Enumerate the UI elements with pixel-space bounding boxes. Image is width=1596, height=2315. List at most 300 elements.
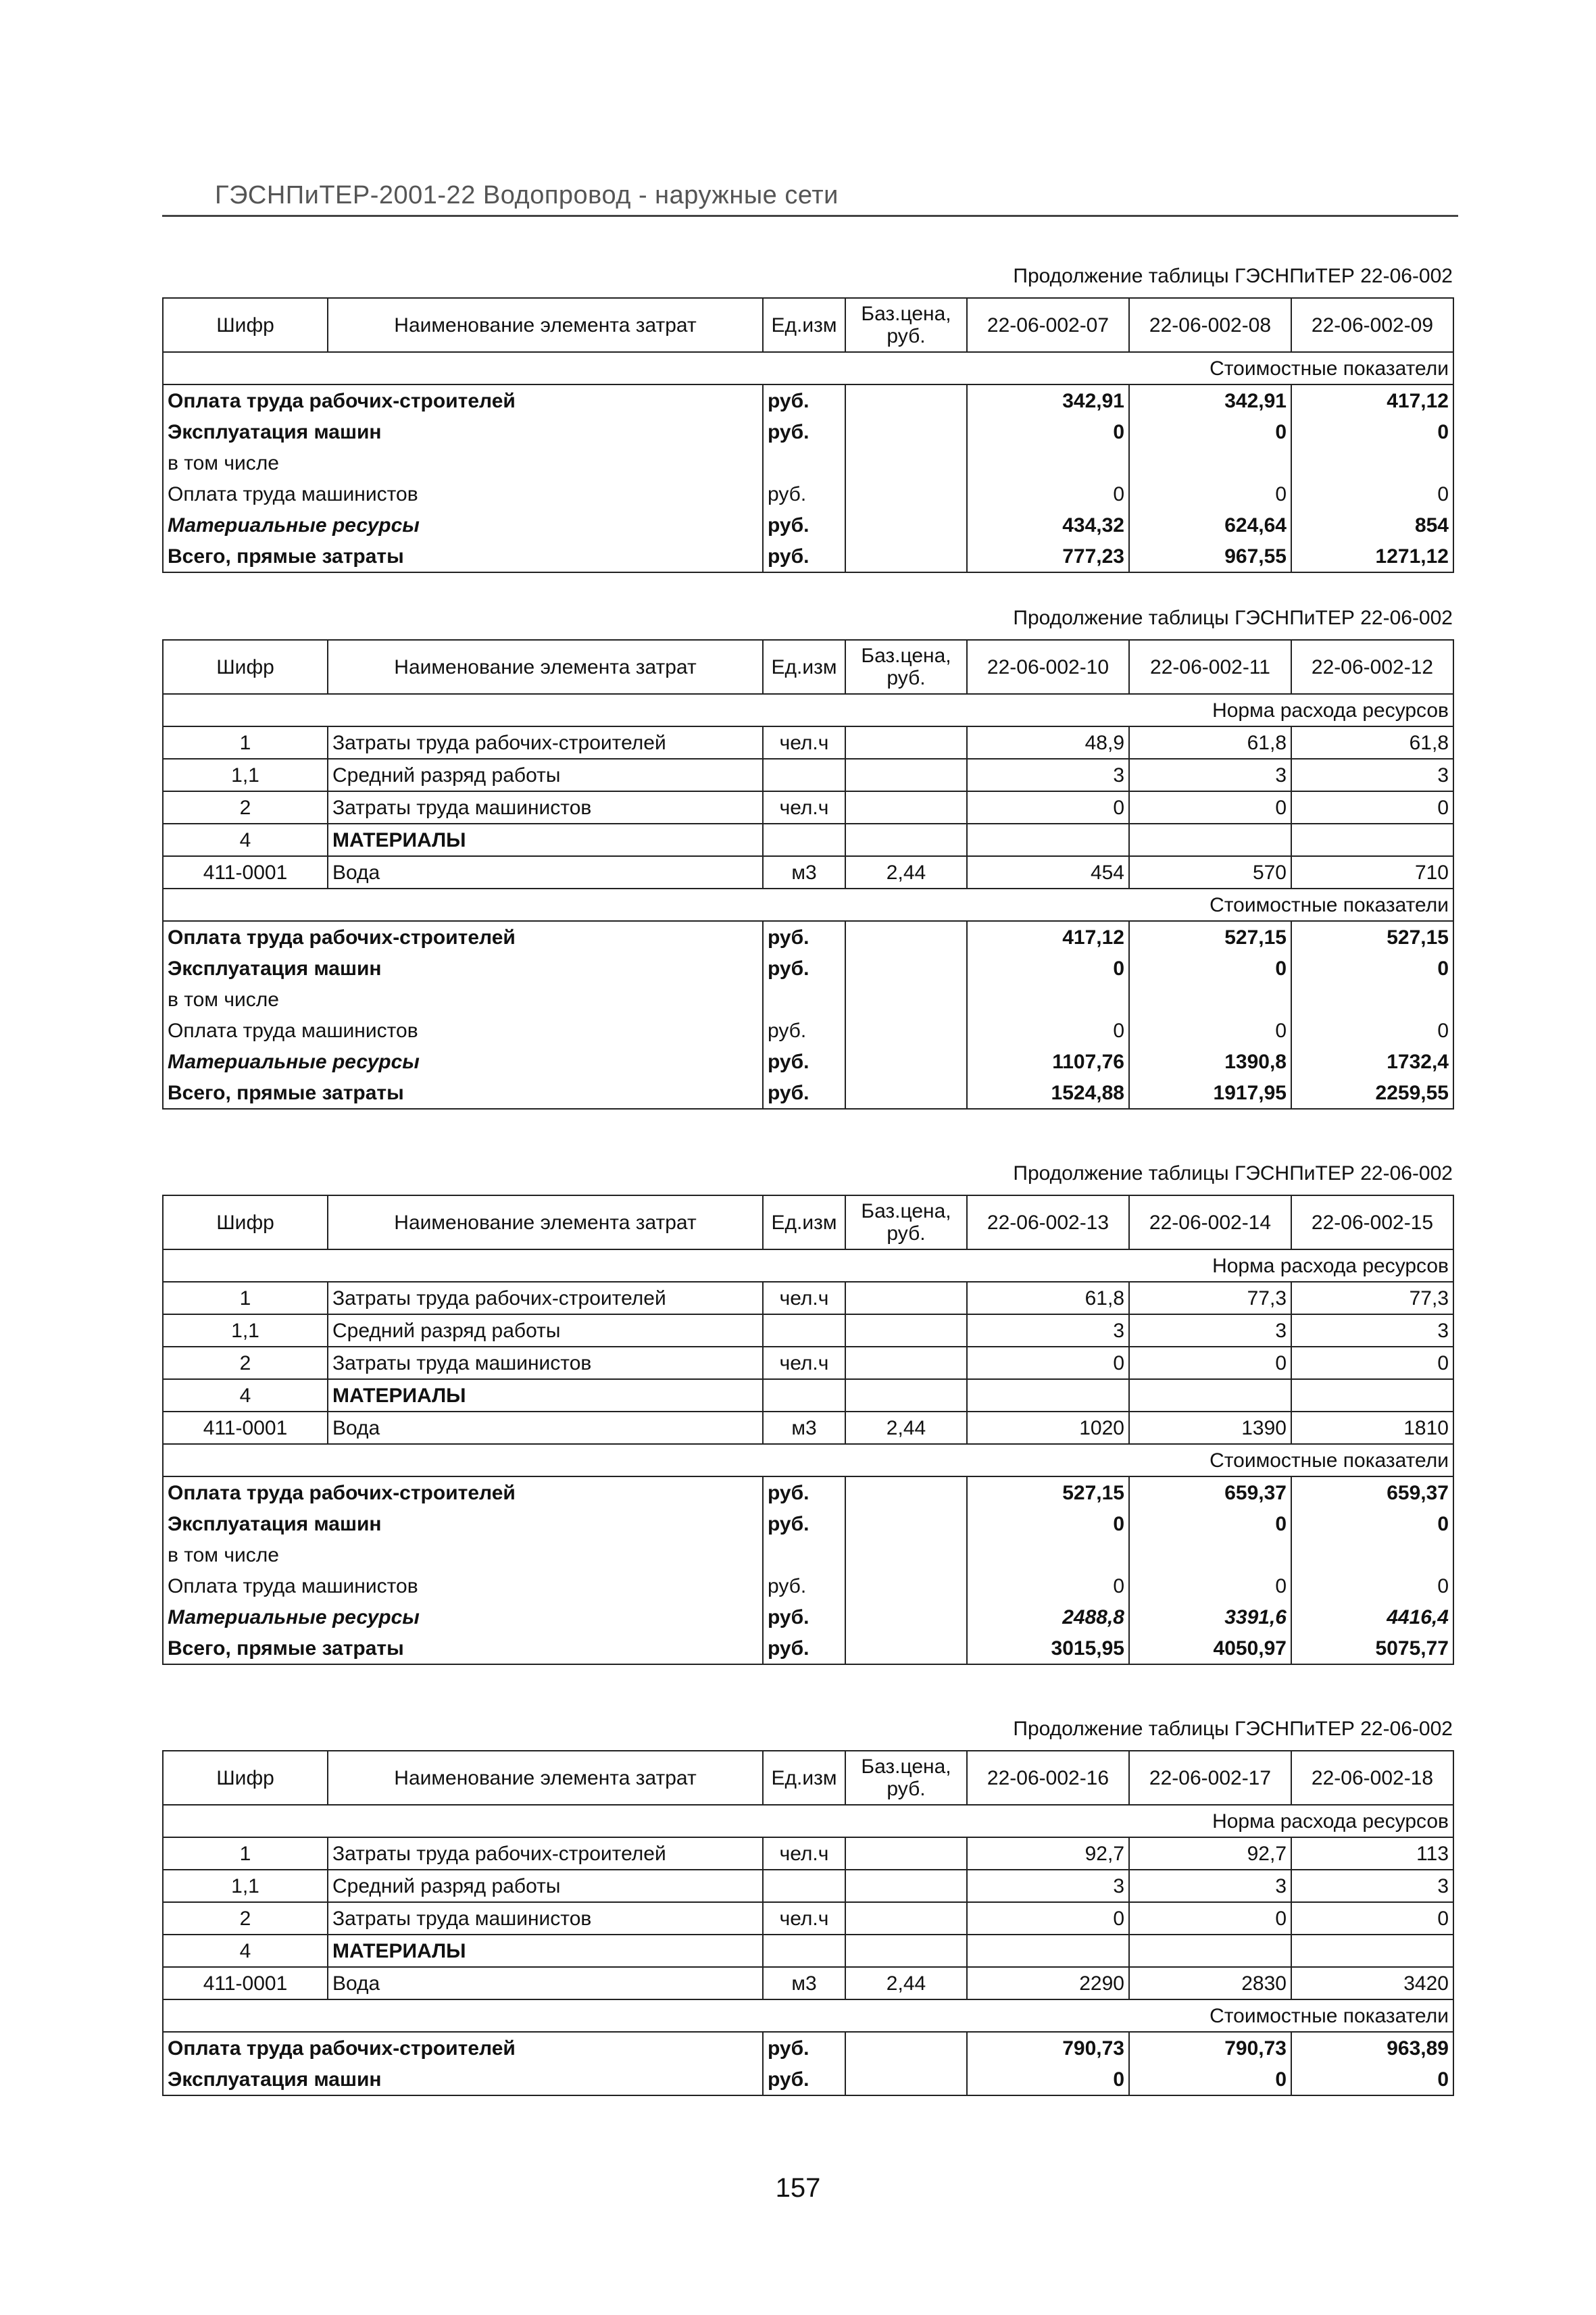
norm-row-price [845, 1837, 967, 1870]
norm-row-value: 92,7 [1129, 1837, 1291, 1870]
norm-row-price [845, 1902, 967, 1935]
norm-row-code: 1,1 [163, 1870, 328, 1902]
cost-row-price [845, 2064, 967, 2095]
cost-row-value: 2488,8 [967, 1601, 1129, 1633]
norm-row-name: Затраты труда машинистов [328, 1347, 763, 1379]
cost-row-unit: руб. [763, 509, 845, 541]
table-row [163, 953, 1453, 984]
norm-row-code: 1 [163, 1282, 328, 1314]
norm-row-code: 411-0001 [163, 1412, 328, 1444]
norm-row-value: 2290 [967, 1967, 1129, 1999]
cost-row-value: 434,32 [967, 509, 1129, 541]
cost-row-value: 790,73 [1129, 2032, 1291, 2064]
table-row [163, 1015, 1453, 1046]
cost-row-value [967, 984, 1129, 1015]
cost-row-price [845, 1539, 967, 1570]
norm-row-code: 1 [163, 1837, 328, 1870]
col-header-unit: Ед.изм [763, 640, 845, 694]
col-header-code: 22-06-002-15 [1291, 1195, 1453, 1249]
norm-row-value: 0 [1129, 1347, 1291, 1379]
norm-row-value: 61,8 [1129, 726, 1291, 759]
cost-row-price [845, 984, 967, 1015]
cost-row-value: 1390,8 [1129, 1046, 1291, 1077]
cost-row-value: 527,15 [1129, 921, 1291, 953]
col-header-code: 22-06-002-14 [1129, 1195, 1291, 1249]
cost-section-header: Стоимостные показатели [163, 1444, 1453, 1476]
cost-row-name: Материальные ресурсы [163, 509, 763, 541]
cost-row-value: 342,91 [1129, 384, 1291, 416]
cost-row-value: 1917,95 [1129, 1077, 1291, 1109]
col-header-shifr: Шифр [163, 298, 328, 352]
norm-row-name: Вода [328, 1412, 763, 1444]
cost-row-price [845, 1077, 967, 1109]
norm-row-value [1291, 824, 1453, 856]
table-row [163, 984, 1453, 1015]
cost-row-unit: руб. [763, 1077, 845, 1109]
norm-row-value: 113 [1291, 1837, 1453, 1870]
norm-row-unit: чел.ч [763, 1837, 845, 1870]
norm-row-value: 0 [967, 791, 1129, 824]
cost-row-name: Всего, прямые затраты [163, 1633, 763, 1664]
norm-row-value: 3 [967, 759, 1129, 791]
table-caption: Продолжение таблицы ГЭСНПиТЕР 22-06-002 [1013, 607, 1453, 629]
norm-row-value: 61,8 [1291, 726, 1453, 759]
norm-row-price [845, 791, 967, 824]
cost-row-value: 963,89 [1291, 2032, 1453, 2064]
col-header-name: Наименование элемента затрат [328, 640, 763, 694]
norm-row-unit: чел.ч [763, 1347, 845, 1379]
norm-row-value: 0 [1291, 1902, 1453, 1935]
cost-section-header: Стоимостные показатели [163, 352, 1453, 384]
norm-row-unit: м3 [763, 856, 845, 889]
norm-row-unit: чел.ч [763, 791, 845, 824]
cost-row-name: Оплата труда машинистов [163, 1015, 763, 1046]
cost-row-value: 0 [967, 2064, 1129, 2095]
cost-row-price [845, 509, 967, 541]
norm-row-name: Затраты труда рабочих-строителей [328, 726, 763, 759]
norm-row-code: 411-0001 [163, 1967, 328, 1999]
col-header-code: 22-06-002-07 [967, 298, 1129, 352]
cost-row-value: 0 [1129, 1015, 1291, 1046]
cost-row-value: 342,91 [967, 384, 1129, 416]
cost-row-value: 417,12 [967, 921, 1129, 953]
cost-row-unit: руб. [763, 1601, 845, 1633]
cost-row-unit: руб. [763, 1046, 845, 1077]
norm-row-price [845, 1347, 967, 1379]
cost-row-value: 967,55 [1129, 541, 1291, 572]
norm-row-unit: м3 [763, 1967, 845, 1999]
norm-row-code: 2 [163, 1902, 328, 1935]
cost-row-value: 0 [1129, 953, 1291, 984]
table-row [163, 416, 1453, 447]
norm-row-value: 1810 [1291, 1412, 1453, 1444]
norm-row-unit [763, 1314, 845, 1347]
cost-row-value: 624,64 [1129, 509, 1291, 541]
table-row [163, 1870, 1453, 1902]
table-row [163, 1412, 1453, 1444]
norm-row-value: 77,3 [1129, 1282, 1291, 1314]
norm-row-value [1129, 1935, 1291, 1967]
cost-row-price [845, 1570, 967, 1601]
col-header-code: 22-06-002-08 [1129, 298, 1291, 352]
table-header-row [163, 298, 1453, 352]
cost-row-value: 0 [967, 1570, 1129, 1601]
cost-row-name: Эксплуатация машин [163, 2064, 763, 2095]
cost-row-value [1291, 984, 1453, 1015]
norm-row-name: Затраты труда машинистов [328, 1902, 763, 1935]
cost-row-value: 659,37 [1291, 1476, 1453, 1508]
cost-row-value: 0 [1129, 1570, 1291, 1601]
norm-row-value: 3 [967, 1314, 1129, 1347]
cost-row-unit: руб. [763, 1570, 845, 1601]
page-number: 157 [775, 2173, 821, 2203]
norm-row-value: 0 [967, 1902, 1129, 1935]
norm-row-value [967, 1379, 1129, 1412]
norm-row-price [845, 1379, 967, 1412]
norm-row-unit: чел.ч [763, 1282, 845, 1314]
col-header-price: Баз.цена, руб. [845, 1751, 967, 1805]
table-row [163, 856, 1453, 889]
norm-row-name: МАТЕРИАЛЫ [328, 1935, 763, 1967]
rates-table [162, 1195, 1454, 1665]
cost-row-name: в том числе [163, 1539, 763, 1570]
cost-row-price [845, 2032, 967, 2064]
norm-row-price [845, 1935, 967, 1967]
cost-row-value: 0 [1291, 1015, 1453, 1046]
cost-row-price [845, 1015, 967, 1046]
cost-row-value: 4416,4 [1291, 1601, 1453, 1633]
cost-row-unit [763, 984, 845, 1015]
cost-row-price [845, 478, 967, 509]
cost-row-value: 527,15 [1291, 921, 1453, 953]
norm-row-value: 1020 [967, 1412, 1129, 1444]
cost-row-name: Материальные ресурсы [163, 1046, 763, 1077]
section-header-row [163, 889, 1453, 921]
cost-row-price [845, 1601, 967, 1633]
norm-row-name: Вода [328, 1967, 763, 1999]
norm-row-price [845, 726, 967, 759]
norm-row-code: 2 [163, 1347, 328, 1379]
norm-row-value [1129, 824, 1291, 856]
cost-row-name: Оплата труда рабочих-строителей [163, 2032, 763, 2064]
table-row [163, 759, 1453, 791]
cost-row-value: 0 [1129, 1508, 1291, 1539]
cost-row-unit: руб. [763, 1015, 845, 1046]
cost-row-value [1129, 984, 1291, 1015]
cost-row-unit: руб. [763, 921, 845, 953]
norm-row-value: 77,3 [1291, 1282, 1453, 1314]
cost-row-name: Всего, прямые затраты [163, 1077, 763, 1109]
cost-row-value [1291, 447, 1453, 478]
norm-row-value: 710 [1291, 856, 1453, 889]
cost-row-value: 0 [1291, 2064, 1453, 2095]
norm-row-unit: чел.ч [763, 726, 845, 759]
col-header-code: 22-06-002-10 [967, 640, 1129, 694]
norm-row-value: 61,8 [967, 1282, 1129, 1314]
norm-row-name: МАТЕРИАЛЫ [328, 1379, 763, 1412]
cost-row-value: 1271,12 [1291, 541, 1453, 572]
norm-row-unit [763, 1935, 845, 1967]
cost-row-value: 0 [1129, 2064, 1291, 2095]
cost-row-price [845, 416, 967, 447]
cost-row-name: в том числе [163, 447, 763, 478]
section-header-row [163, 352, 1453, 384]
header-rule [162, 215, 1458, 217]
table-row [163, 1902, 1453, 1935]
table-caption: Продолжение таблицы ГЭСНПиТЕР 22-06-002 [1013, 1162, 1453, 1185]
norm-row-value: 0 [1291, 791, 1453, 824]
norm-row-unit: м3 [763, 1412, 845, 1444]
cost-row-value: 417,12 [1291, 384, 1453, 416]
cost-row-value: 5075,77 [1291, 1633, 1453, 1664]
col-header-code: 22-06-002-17 [1129, 1751, 1291, 1805]
norm-row-name: Средний разряд работы [328, 1314, 763, 1347]
cost-row-price [845, 384, 967, 416]
cost-row-value [1129, 1539, 1291, 1570]
table-row [163, 791, 1453, 824]
table-row [163, 2032, 1453, 2064]
cost-row-value [1291, 1539, 1453, 1570]
section-header-row [163, 694, 1453, 726]
table-row [163, 1967, 1453, 1999]
cost-row-unit: руб. [763, 384, 845, 416]
norm-row-code: 4 [163, 1379, 328, 1412]
cost-row-value: 1732,4 [1291, 1046, 1453, 1077]
norm-row-name: Вода [328, 856, 763, 889]
section-header-row [163, 1444, 1453, 1476]
col-header-shifr: Шифр [163, 640, 328, 694]
cost-row-unit: руб. [763, 416, 845, 447]
table-row [163, 541, 1453, 572]
norm-row-unit [763, 824, 845, 856]
cost-row-value: 0 [1291, 1508, 1453, 1539]
cost-row-value [1129, 447, 1291, 478]
norm-row-value: 2830 [1129, 1967, 1291, 1999]
col-header-code: 22-06-002-11 [1129, 640, 1291, 694]
norm-row-code: 4 [163, 824, 328, 856]
norm-row-code: 4 [163, 1935, 328, 1967]
cost-row-unit [763, 1539, 845, 1570]
col-header-price: Баз.цена, руб. [845, 1195, 967, 1249]
norm-row-code: 1,1 [163, 759, 328, 791]
cost-row-value: 0 [967, 416, 1129, 447]
norm-section-header: Норма расхода ресурсов [163, 1805, 1453, 1837]
cost-row-name: Оплата труда машинистов [163, 1570, 763, 1601]
cost-row-value: 527,15 [967, 1476, 1129, 1508]
rates-table [162, 639, 1454, 1110]
norm-row-price: 2,44 [845, 1967, 967, 1999]
cost-row-value: 0 [967, 1508, 1129, 1539]
cost-row-value: 0 [1291, 416, 1453, 447]
cost-row-name: Оплата труда рабочих-строителей [163, 384, 763, 416]
table-row [163, 1508, 1453, 1539]
table-row [163, 2064, 1453, 2095]
cost-row-value: 0 [1291, 953, 1453, 984]
cost-row-value: 854 [1291, 509, 1453, 541]
col-header-price: Баз.цена, руб. [845, 298, 967, 352]
table-row [163, 726, 1453, 759]
col-header-name: Наименование элемента затрат [328, 298, 763, 352]
cost-row-value [967, 1539, 1129, 1570]
norm-row-unit [763, 1870, 845, 1902]
norm-row-value: 3 [1291, 759, 1453, 791]
norm-row-value [1291, 1379, 1453, 1412]
norm-row-name: Затраты труда рабочих-строителей [328, 1837, 763, 1870]
cost-row-value: 2259,55 [1291, 1077, 1453, 1109]
norm-row-value: 48,9 [967, 726, 1129, 759]
table-row [163, 509, 1453, 541]
cost-row-price [845, 1508, 967, 1539]
norm-row-code: 1,1 [163, 1314, 328, 1347]
norm-row-value: 570 [1129, 856, 1291, 889]
norm-row-unit [763, 1379, 845, 1412]
cost-row-value: 3015,95 [967, 1633, 1129, 1664]
col-header-shifr: Шифр [163, 1195, 328, 1249]
table-header-row [163, 640, 1453, 694]
cost-row-price [845, 541, 967, 572]
norm-row-value [1291, 1935, 1453, 1967]
cost-row-name: Всего, прямые затраты [163, 541, 763, 572]
norm-row-value: 3420 [1291, 1967, 1453, 1999]
norm-row-value: 0 [1129, 1902, 1291, 1935]
norm-row-value: 0 [967, 1347, 1129, 1379]
norm-row-name: Средний разряд работы [328, 759, 763, 791]
cost-row-value: 3391,6 [1129, 1601, 1291, 1633]
cost-row-value: 659,37 [1129, 1476, 1291, 1508]
col-header-name: Наименование элемента затрат [328, 1195, 763, 1249]
norm-row-name: Затраты труда рабочих-строителей [328, 1282, 763, 1314]
cost-row-value: 0 [967, 953, 1129, 984]
cost-row-name: Оплата труда рабочих-строителей [163, 1476, 763, 1508]
table-row [163, 1046, 1453, 1077]
cost-row-value: 0 [967, 478, 1129, 509]
norm-row-unit [763, 759, 845, 791]
cost-row-value: 4050,97 [1129, 1633, 1291, 1664]
table-row [163, 1282, 1453, 1314]
table-row [163, 1935, 1453, 1967]
table-row [163, 1837, 1453, 1870]
cost-row-value: 777,23 [967, 541, 1129, 572]
cost-row-value: 790,73 [967, 2032, 1129, 2064]
norm-row-name: МАТЕРИАЛЫ [328, 824, 763, 856]
cost-row-name: Оплата труда машинистов [163, 478, 763, 509]
rates-table [162, 297, 1454, 573]
cost-row-value: 0 [1291, 1570, 1453, 1601]
col-header-unit: Ед.изм [763, 1195, 845, 1249]
norm-row-value: 3 [1129, 1314, 1291, 1347]
section-header-row [163, 1805, 1453, 1837]
norm-row-value: 454 [967, 856, 1129, 889]
cost-row-value [967, 447, 1129, 478]
cost-row-price [845, 1046, 967, 1077]
table-row [163, 1077, 1453, 1109]
table-row [163, 1314, 1453, 1347]
table-caption: Продолжение таблицы ГЭСНПиТЕР 22-06-002 [1013, 265, 1453, 287]
norm-row-value: 0 [1129, 791, 1291, 824]
cost-row-value: 1107,76 [967, 1046, 1129, 1077]
col-header-code: 22-06-002-16 [967, 1751, 1129, 1805]
cost-row-value: 1524,88 [967, 1077, 1129, 1109]
cost-row-unit [763, 447, 845, 478]
cost-row-unit: руб. [763, 2064, 845, 2095]
cost-row-name: Эксплуатация машин [163, 1508, 763, 1539]
col-header-code: 22-06-002-09 [1291, 298, 1453, 352]
cost-row-unit: руб. [763, 541, 845, 572]
cost-row-name: в том числе [163, 984, 763, 1015]
norm-row-value [1129, 1379, 1291, 1412]
table-row [163, 921, 1453, 953]
cost-row-value: 0 [1129, 416, 1291, 447]
cost-row-value: 0 [967, 1015, 1129, 1046]
table-row [163, 447, 1453, 478]
norm-row-name: Средний разряд работы [328, 1870, 763, 1902]
norm-section-header: Норма расхода ресурсов [163, 694, 1453, 726]
col-header-code: 22-06-002-12 [1291, 640, 1453, 694]
table-row [163, 384, 1453, 416]
norm-row-name: Затраты труда машинистов [328, 791, 763, 824]
norm-row-value: 3 [1129, 759, 1291, 791]
norm-row-value: 92,7 [967, 1837, 1129, 1870]
norm-row-value: 0 [1291, 1347, 1453, 1379]
norm-row-price [845, 759, 967, 791]
norm-row-code: 411-0001 [163, 856, 328, 889]
norm-row-code: 2 [163, 791, 328, 824]
cost-row-unit: руб. [763, 1476, 845, 1508]
norm-row-unit: чел.ч [763, 1902, 845, 1935]
norm-row-value [967, 824, 1129, 856]
norm-row-value: 1390 [1129, 1412, 1291, 1444]
norm-row-price [845, 1314, 967, 1347]
table-row [163, 1601, 1453, 1633]
table-row [163, 1539, 1453, 1570]
norm-row-value: 3 [967, 1870, 1129, 1902]
cost-section-header: Стоимостные показатели [163, 1999, 1453, 2032]
col-header-code: 22-06-002-13 [967, 1195, 1129, 1249]
table-header-row [163, 1751, 1453, 1805]
norm-row-price: 2,44 [845, 1412, 967, 1444]
cost-row-name: Эксплуатация машин [163, 953, 763, 984]
cost-row-unit: руб. [763, 953, 845, 984]
cost-section-header: Стоимостные показатели [163, 889, 1453, 921]
cost-row-unit: руб. [763, 2032, 845, 2064]
cost-row-price [845, 1476, 967, 1508]
table-row [163, 1379, 1453, 1412]
norm-row-price [845, 824, 967, 856]
col-header-code: 22-06-002-18 [1291, 1751, 1453, 1805]
norm-row-code: 1 [163, 726, 328, 759]
cost-row-unit: руб. [763, 1508, 845, 1539]
col-header-price: Баз.цена, руб. [845, 640, 967, 694]
norm-row-price: 2,44 [845, 856, 967, 889]
table-row [163, 824, 1453, 856]
section-header-row [163, 1999, 1453, 2032]
cost-row-unit: руб. [763, 1633, 845, 1664]
table-row [163, 1570, 1453, 1601]
cost-row-name: Оплата труда рабочих-строителей [163, 921, 763, 953]
norm-row-value: 3 [1129, 1870, 1291, 1902]
table-row [163, 1633, 1453, 1664]
section-header-row [163, 1249, 1453, 1282]
cost-row-name: Материальные ресурсы [163, 1601, 763, 1633]
table-row [163, 1347, 1453, 1379]
cost-row-price [845, 953, 967, 984]
norm-row-value: 3 [1291, 1314, 1453, 1347]
cost-row-price [845, 1633, 967, 1664]
col-header-unit: Ед.изм [763, 1751, 845, 1805]
cost-row-value: 0 [1129, 478, 1291, 509]
cost-row-name: Эксплуатация машин [163, 416, 763, 447]
norm-row-price [845, 1282, 967, 1314]
